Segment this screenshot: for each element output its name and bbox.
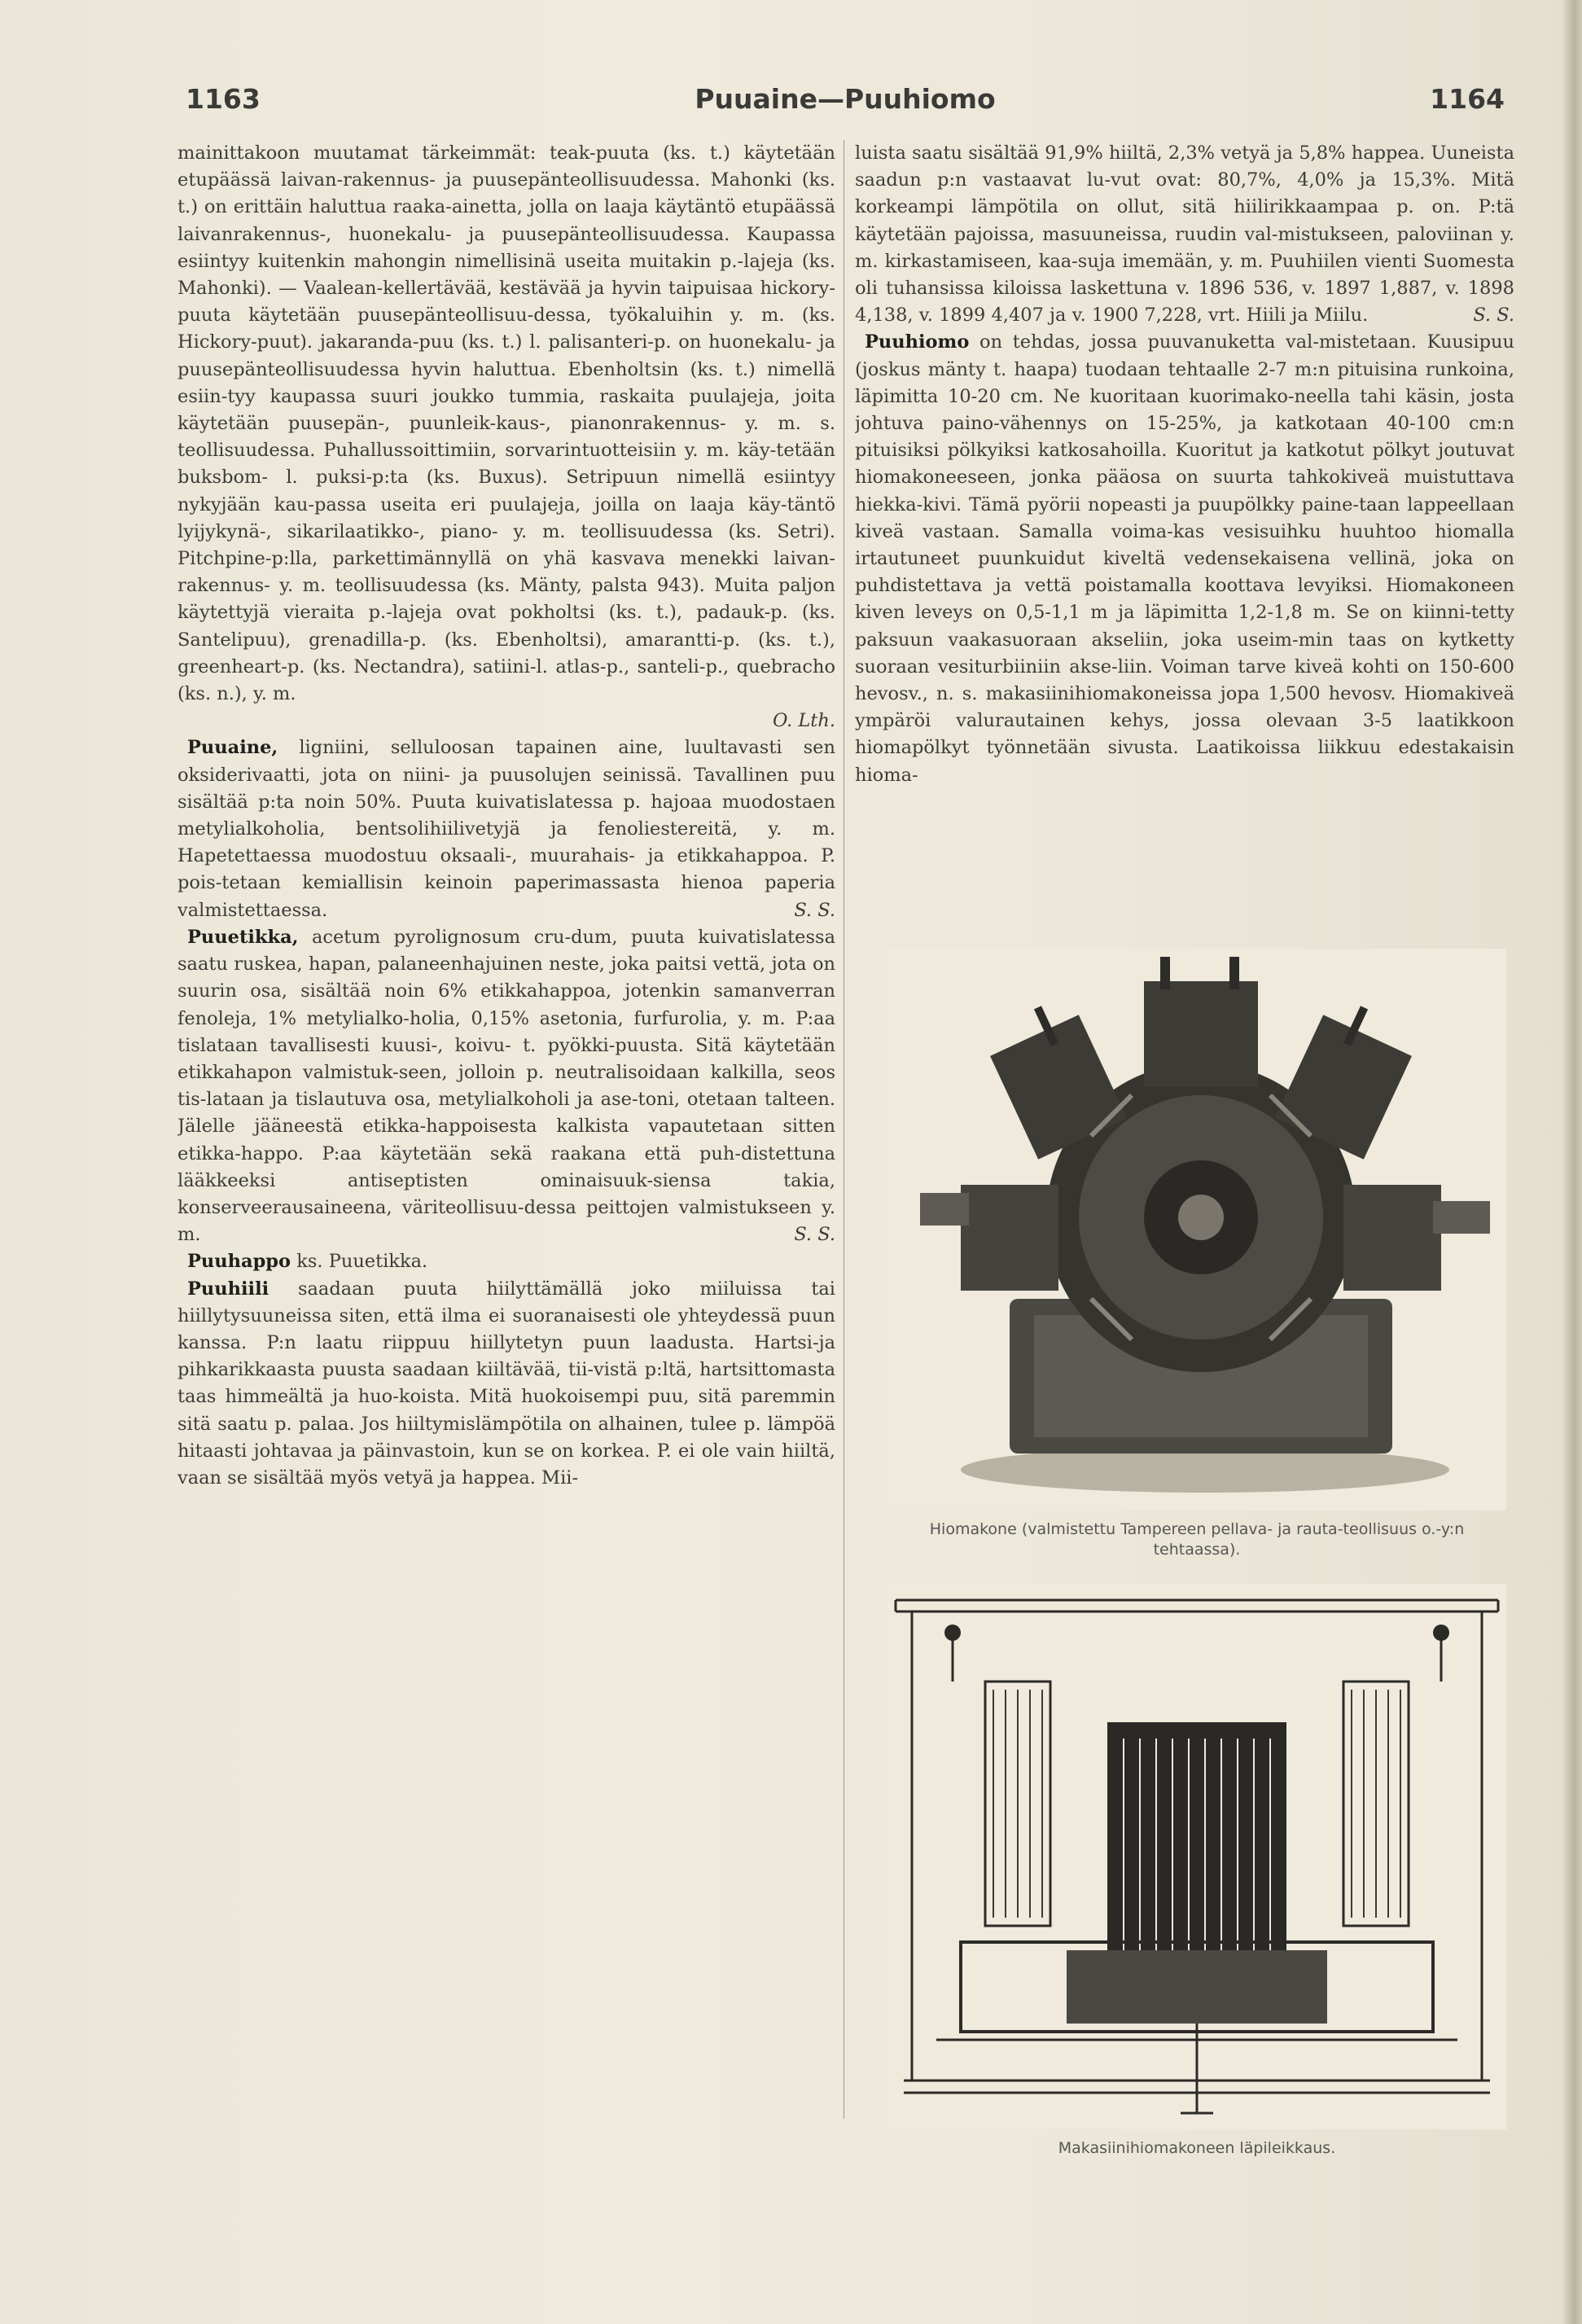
headword-puuetikka: Puuetikka,: [187, 926, 299, 948]
entry-text: luista saatu sisältää 91,9% hiiltä, 2,3% vetyä ja 5,8% happea. Uuneista saadun p:n vastaavat lu-vut ovat: 80,7%, 4,0% ja 15,3%. Mitä korkeampi lämpötila on ollut, sitä hiilirikkaampaa p. on. P:tä käytetään pajoissa, masuuneissa, ruudin val-mistukseen, paloviinan y. m. kirkastamiseen, kaa-suja imemään, y. m. Puuhiilen vienti Suomesta oli tuhansissa kiloissa laskettuna v. 1896 536, v. 1897 1,887, v. 1898 4,138, v. 1899 4,407 ja v. 1900 7,228, vrt. Hiili ja Miilu.: [855, 143, 1514, 327]
entry-puuhiili: [177, 1276, 835, 1493]
entry-text: acetum pyrolignosum cru-dum, puuta kuivatislatessa saatu ruskea, hapan, palaneenhajuinen neste, joka paitsi vettä, jota on suurin osa, sisältää noin 6% etikkahappoa, jotenkin samanverran fenoleja, 1% metylialko-holia, 0,15% asetonia, furfurolia, y. m. P:aa tislataan tavallisesti kuusi-, koivu- t. pyökki-puusta. Sitä käytetään etikkahapon valmistuk-seen, jolloin p. neutralisoidaan kalkilla, seos tis-lataan ja tislautuva osa, metylialkoholi ja ase-toni, otetaan talteen. Jälelle jääneestä etikka-happoisesta kalkista vapautetaan sitten etikka-happo. P:aa käytetään sekä raakana että puh-distettuna lääkkeeksi antiseptisten ominaisuuk-siensa takia, konserveerausaineena, väriteollisuu-dessa peittojen valmistukseen y. m.: [177, 926, 835, 1246]
signature: S. S.: [794, 899, 835, 921]
page-number-right: 1164: [1430, 83, 1505, 115]
magazine-grinder-section-drawing: [887, 1584, 1506, 2129]
figure-caption-1: Hiomakone (valmistettu Tampereen pellava- ja rauta-teollisuus o.-y:n tehtaassa).: [929, 1520, 1465, 1559]
grinding-machine-illustration: [887, 949, 1506, 1511]
entry-puuhiili-continued: [855, 140, 1514, 329]
signature: S. S.: [1473, 305, 1514, 327]
figure-caption-2: Makasiinihiomakoneen läpileikkaus.: [1058, 2139, 1336, 2157]
book-edge: [1562, 0, 1582, 2324]
entry-text: on tehdas, jossa puuvanuketta val-mistetaan. Kuusipuu (joskus mänty t. haapa) tuodaan tehtaalle 2-7 m:n pituisina runkoina, läpimitta 10-20 cm. Ne kuoritaan kuorimako-neella tahi käsin, josta johtuva paino-vähennys on 15-25%, ja katkotaan 40-100 cm:n pituisiksi pölkyiksi katkosahoilla. Kuoritut ja katkotut pölkyt joutuvat hiomakoneeseen, jonka pääosa on suurta tahkokiveä muistuttava hiekka-kivi. Tämä pyörii nopeasti ja puupölkky paine-taan lappeellaan kiveä vastaan. Samalla voima-kas vesisuihku huuhtoo hiomalla irtautuneet puunkuidut kiveltä vedensekaisena vellinä, joka on puhdistettava ja vettä poistamalla koottava levyiksi. Hiomakoneen kiven leveys on 0,5-1,1 m ja läpimitta 1,2-1,8 m. Se on kiinni-tetty paksuun vaakasuoraan akseliin, joka useim-min taas on kytketty suoraan vesiturbiiniin akse-liin. Voiman tarve kiveä kohti on 150-600 hevosv., n. s. makasiinihiomakoneissa jopa 1,500 hevosv. Hiomakiveä ympäröi valurautainen kehys, jossa olevaan 3-5 laatikkoon hiomapölkyt työnnetään sivusta. Laatikoissa liikkuu edestakaisin hioma-: [855, 331, 1514, 786]
entry-puulajit-continued: mainittakoon muutamat tärkeimmät: teak-puuta (ks. t.) käytetään etupäässä laivan-rakennus- ja puusepänteollisuudessa. Mahonki (ks. t.) on erittäin haluttua raaka-ainetta, jolla on laaja käytäntö etupäässä laivanrakennus-, huonekalu- ja puusepänteollisuudessa. Kaupassa esiintyy kuitenkin mahongin nimellisinä useita muitakin p.-lajeja (ks. Mahonki). — Vaalean-kellertävää, kestävää ja hyvin taipuisaa hickory-puuta käytetään puusepänteollisuu-dessa, työkaluihin y. m. (ks. Hickory-puut). jakaranda-puu (ks. t.) l. palisanteri-p. on huonekalu- ja puusepänteollisuudessa hyvin haluttua. Ebenholtsin (ks. t.) nimellä esiin-tyy kaupassa suuri joukko tummia, raskaita puulajeja, joita käytetään puusepän-, puunleik-kaus-, pianonrakennus- y. m. s. teollisuudessa. Puhallussoittimiin, sorvarintuotteisiin y. m. käy-tetään buksbom- l. puksi-p:ta (ks. Buxus). Setripuun nimellä esiintyy nykyjään kau-passa useita eri puulajeja, joilla on laaja käy-täntö lyijykynä-, sikarilaatikko-, piano- y. m. teollisuudessa (ks. Setri). Pitchpine-p:lla, parkettimännyllä on yhä kasvava menekki laivan-rakennus- y. m. teollisuudessa (ks. Mänty, palsta 943). Muita paljon käytettyjä vieraita p.-lajeja ovat pokholtsi (ks. t.), padauk-p. (ks. Santelipuu), grenadilla-p. (ks. Ebenholtsi), amarantti-p. (ks. t.), greenheart-p. (ks. Nectandra), satiini-l. atlas-p., santeli-p., quebracho (ks. n.), y. m.: [177, 143, 835, 705]
entry-text: saadaan puuta hiilyttämällä joko miiluissa tai hiillytysuuneissa siten, että ilma ei suoranaisesti ole yhteydessä puun kanssa. P:n laatu riippuu hiillytetyn puun laadusta. Hartsi-ja pihkarikkaasta puusta saadaan kiiltävää, tii-vistä p:ltä, hartsittomasta taas himmeältä ja huo-koista. Mitä huokoisempi puu, sitä paremmin sitä saatu p. palaa. Jos hiiltymislämpötila on alhainen, tulee p. lämpöä hitaasti johtavaa ja päinvastoin, kun se on korkea. P. ei ole vain hiiltä, vaan se sisältää myös vetyä ja happea. Mii-: [177, 1278, 835, 1489]
signature: S. S.: [794, 1224, 835, 1246]
headword-puuhiili: Puuhiili: [187, 1278, 270, 1300]
headword-puuhiomo: Puuhiomo: [865, 331, 970, 353]
headword-puuhappo: Puuhappo: [187, 1251, 291, 1273]
left-column: [177, 140, 835, 2111]
entry-text: ks. Puuetikka.: [296, 1251, 428, 1273]
running-head: [186, 75, 1505, 124]
headword-puuaine: Puuaine,: [187, 737, 278, 759]
entry-text: ligniini, selluloosan tapainen aine, luultavasti sen oksiderivaatti, jota on niini- ja puusolujen seinissä. Tavallinen puu sisältää p:ta noin 50%. Puuta kuivatislatessa p. hajoaa muodostaen metylialkoholia, bentsolihiilivetyjä ja fenoliestereitä, y. m. Hapetettaessa muodostuu oksaali-, muurahais- ja etikkahappoa. P. pois-tetaan kemiallisin keinoin paperimassasta hienoa paperia valmistettaessa.: [177, 737, 835, 921]
entry-puuaine: [177, 734, 835, 923]
running-title: Puuaine—Puuhiomo: [695, 83, 996, 115]
entry-puuetikka: [177, 924, 835, 1248]
entry-puuhappo: [177, 1248, 835, 1275]
page-number-left: 1163: [186, 83, 261, 115]
right-column: [855, 140, 1514, 1060]
entry-puuhiomo: [855, 329, 1514, 788]
signature: O. Lth.: [772, 710, 835, 732]
